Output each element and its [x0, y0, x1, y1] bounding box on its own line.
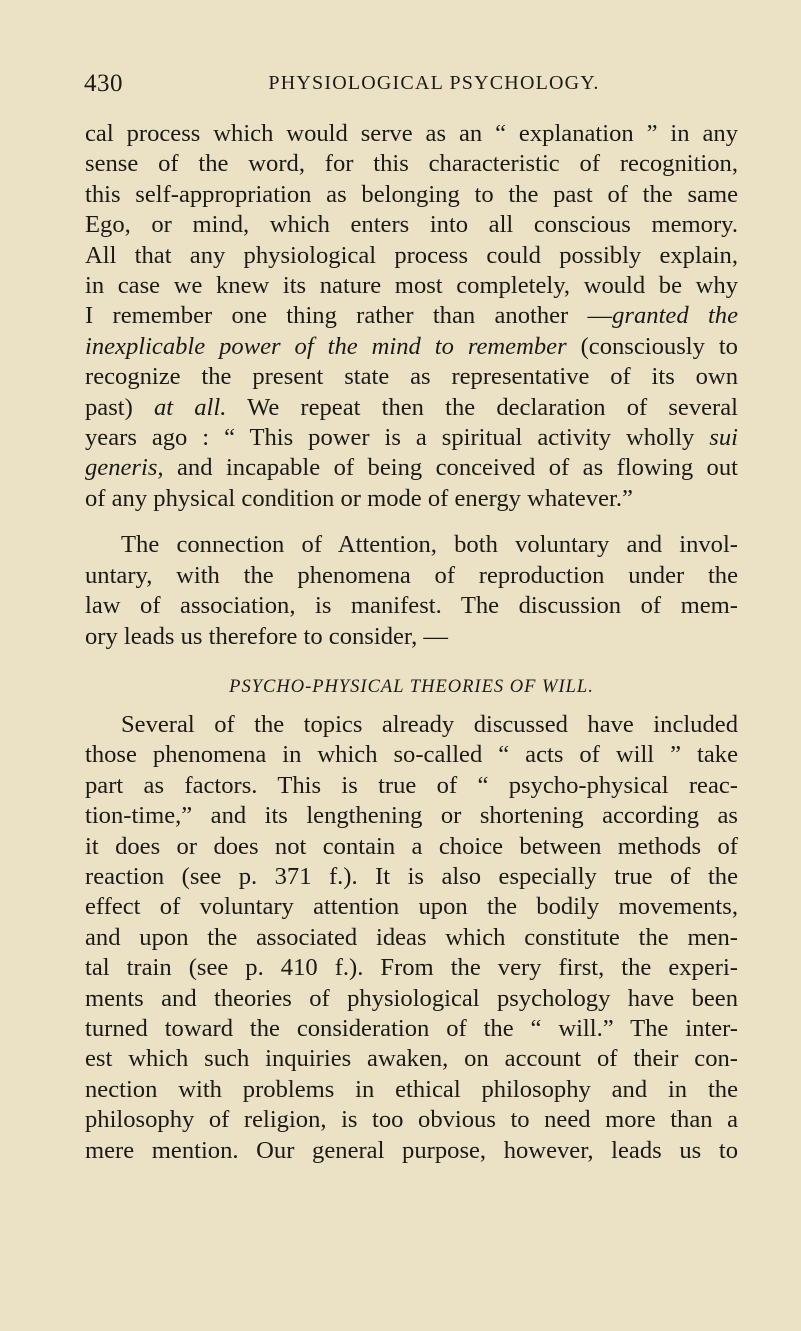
text-run: past) — [85, 393, 154, 421]
text-line: in case we knew its nature most completely, would be why — [85, 272, 738, 300]
text-line: ments and theories of physiological psychology have been — [85, 984, 738, 1012]
body-text — [85, 119, 738, 1166]
italic-run: inexplicable power of the mind to remember — [85, 332, 567, 360]
text-line: reaction (see p. 371 f.). It is also especially true of the — [85, 862, 738, 890]
text-line — [85, 393, 738, 423]
text-line: sense of the word, for this characteristic of recognition, — [85, 150, 738, 178]
running-title: PHYSIOLOGICAL PSYCHOLOGY. — [268, 72, 600, 94]
text-line: it does or does not contain a choice between methods of — [85, 832, 738, 860]
text-line — [85, 453, 738, 483]
italic-run: sui — [709, 424, 738, 452]
text-line: philosophy of religion, is too obvious to need more than a — [85, 1106, 738, 1134]
text-line: Ego, or mind, which enters into all conscious memory. — [85, 211, 738, 239]
text-run: I remember one thing rather than another — — [85, 302, 613, 330]
text-line: mere mention. Our general purpose, however, leads us to — [85, 1136, 738, 1164]
text-line: recognize the present state as representative of its own — [85, 363, 738, 391]
text-line — [85, 332, 738, 362]
paragraph-memory-conclusion — [85, 119, 738, 514]
text-line: untary, with the phenomena of reproduction under the — [85, 561, 738, 589]
text-run: (consciously to — [566, 332, 738, 360]
text-line — [85, 301, 738, 331]
italic-run: granted the — [612, 302, 738, 330]
text-run: We repeat then the declaration of several — [226, 393, 739, 421]
paragraph-spacer — [85, 514, 738, 530]
text-line: effect of voluntary attention upon the bodily movements, — [85, 893, 738, 921]
text-line: of any physical condition or mode of energy whatever.” — [85, 484, 633, 512]
text-line: cal process which would serve as an “ explanation ” in any — [85, 120, 738, 147]
page-number: 430 — [84, 70, 123, 97]
text-line: tion-time,” and its lengthening or shortening according as — [85, 802, 738, 830]
text-line: The connection of Attention, both voluntary and invol- — [121, 531, 738, 559]
text-run: years ago : “ This power is a spiritual activity wholly — [85, 424, 710, 452]
text-line: ory leads us therefore to consider, — — [85, 622, 449, 650]
italic-run: at all. — [153, 393, 227, 421]
running-head — [84, 70, 744, 110]
text-run: and incapable of being conceived of as flowing out — [163, 454, 738, 482]
paragraph-will — [85, 710, 738, 1166]
italic-run: generis, — [85, 454, 164, 482]
text-line: law of association, is manifest. The discussion of mem- — [85, 592, 738, 620]
text-line: those phenomena in which so-called “ acts of will ” take — [85, 741, 738, 769]
text-line: turned toward the consideration of the “ will.” The inter- — [85, 1014, 738, 1042]
text-line: and upon the associated ideas which constitute the men- — [85, 923, 738, 951]
section-heading: PSYCHO-PHYSICAL THEORIES OF WILL. — [229, 676, 594, 697]
text-line: All that any physiological process could possibly explain, — [85, 241, 738, 269]
text-line: nection with problems in ethical philosophy and in the — [85, 1075, 738, 1103]
text-line: Several of the topics already discussed have included — [121, 710, 738, 738]
text-line: part as factors. This is true of “ psycho-physical reac- — [85, 771, 738, 799]
text-line: tal train (see p. 410 f.). From the very first, the experi- — [85, 954, 738, 982]
text-line — [85, 423, 738, 453]
text-line: est which such inquiries awaken, on account of their con- — [85, 1045, 738, 1073]
text-line: this self-appropriation as belonging to the past of the same — [85, 180, 738, 208]
paragraph-attention — [85, 530, 738, 652]
